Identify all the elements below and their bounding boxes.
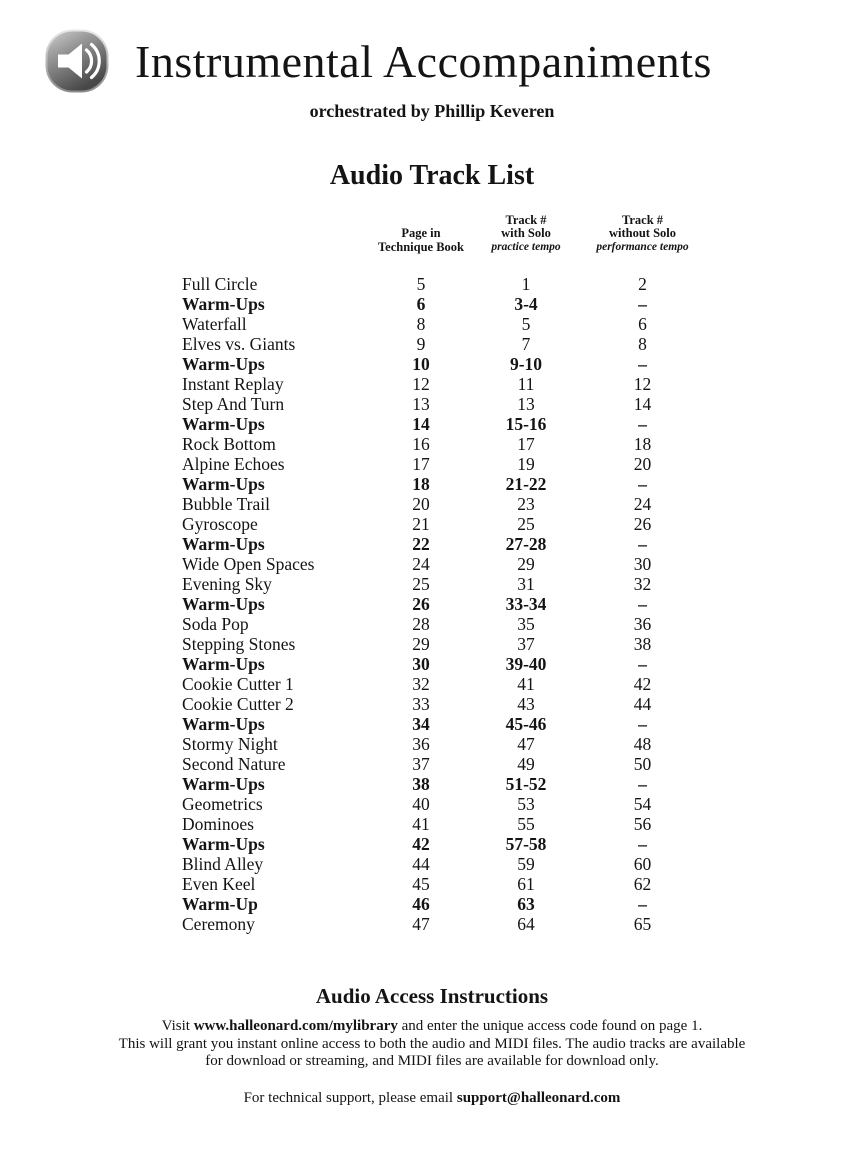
- with-solo-track: 37: [517, 634, 535, 654]
- track-title: Ceremony: [182, 914, 255, 934]
- page-number: 8: [416, 314, 426, 334]
- track-title: Soda Pop: [182, 614, 249, 634]
- page-number: 13: [412, 394, 430, 414]
- without-solo-track: 50: [633, 754, 652, 774]
- track-title: Rock Bottom: [182, 434, 276, 454]
- header: [0, 28, 864, 122]
- page-number: 25: [412, 574, 430, 594]
- support-text: For technical support, please email: [243, 1089, 457, 1106]
- track-title: Warm-Ups: [182, 534, 265, 554]
- table-row: [182, 674, 710, 694]
- audio-speaker-icon: [45, 29, 109, 93]
- without-solo-track: –: [638, 714, 647, 734]
- without-solo-track: 62: [633, 874, 652, 894]
- track-title: Instant Replay: [182, 374, 284, 394]
- with-solo-track: 53: [517, 794, 535, 814]
- track-table: [182, 210, 710, 934]
- instructions-title: Audio Access Instructions: [315, 984, 549, 1008]
- without-solo-track: 48: [633, 734, 652, 754]
- page-number: 20: [412, 494, 430, 514]
- support-line: [0, 1090, 864, 1108]
- table-row: [182, 594, 710, 614]
- without-solo-track: –: [638, 774, 647, 794]
- page-number: 6: [416, 294, 426, 314]
- with-solo-track: 17: [517, 434, 535, 454]
- column-header-line: with Solo: [501, 226, 551, 240]
- page-number: 45: [412, 874, 430, 894]
- without-solo-track: –: [638, 654, 647, 674]
- table-row: [182, 754, 710, 774]
- table-row: [182, 414, 710, 434]
- track-rows: [182, 274, 710, 934]
- page-number: 37: [412, 754, 430, 774]
- with-solo-track: 51-52: [505, 774, 547, 794]
- table-row: [182, 714, 710, 734]
- table-row: [182, 294, 710, 314]
- table-row: [182, 514, 710, 534]
- track-title: Second Nature: [182, 754, 286, 774]
- with-solo-track: 27-28: [505, 534, 547, 554]
- with-solo-track: 11: [517, 374, 535, 394]
- track-title: Warm-Ups: [182, 654, 265, 674]
- page-title: Instrumental Accompaniments: [135, 35, 712, 87]
- track-title: Warm-Ups: [182, 834, 265, 854]
- track-title: Wide Open Spaces: [182, 554, 315, 574]
- with-solo-track: 39-40: [505, 654, 547, 674]
- without-solo-track: –: [638, 834, 647, 854]
- column-header-line: Track #: [505, 212, 547, 227]
- track-title: Stormy Night: [182, 734, 278, 754]
- track-title: Dominoes: [182, 814, 254, 834]
- table-row: [182, 914, 710, 934]
- with-solo-track: 3-4: [514, 294, 538, 314]
- page-number: 21: [412, 514, 430, 534]
- track-title: Warm-Ups: [182, 714, 265, 734]
- without-solo-track: 24: [633, 494, 652, 514]
- support-email: support@halleonard.com: [456, 1089, 621, 1106]
- column-header-with-solo: [477, 214, 575, 255]
- table-row: [182, 454, 710, 474]
- without-solo-track: 54: [633, 794, 652, 814]
- with-solo-track: 43: [517, 694, 535, 714]
- page-number: 47: [412, 914, 430, 934]
- instructions-text: Visit: [161, 1018, 194, 1034]
- with-solo-track: 9-10: [509, 354, 543, 374]
- track-title: Waterfall: [182, 314, 247, 334]
- orchestrator-credit: orchestrated by Phillip Keveren: [309, 101, 555, 121]
- table-row: [182, 874, 710, 894]
- with-solo-track: 15-16: [505, 414, 547, 434]
- without-solo-track: 60: [633, 854, 652, 874]
- with-solo-track: 55: [517, 814, 535, 834]
- table-row: [182, 814, 710, 834]
- table-row: [182, 494, 710, 514]
- page-number: 44: [412, 854, 430, 874]
- table-row: [182, 574, 710, 594]
- table-row: [182, 614, 710, 634]
- track-title: Warm-Ups: [182, 594, 265, 614]
- page-number: 28: [412, 614, 430, 634]
- column-header-line: without Solo: [608, 226, 677, 240]
- without-solo-track: 20: [633, 454, 652, 474]
- without-solo-track: 8: [638, 334, 647, 354]
- page-number: 12: [412, 374, 430, 394]
- with-solo-track: 45-46: [505, 714, 547, 734]
- track-list-title: Audio Track List: [329, 160, 535, 191]
- column-header-line: Technique Book: [377, 239, 465, 254]
- without-solo-track: 38: [633, 634, 652, 654]
- with-solo-track: 61: [517, 874, 535, 894]
- without-solo-track: 14: [633, 394, 652, 414]
- library-url: www.halleonard.com/mylibrary: [193, 1018, 398, 1034]
- without-solo-track: 56: [633, 814, 652, 834]
- instructions-line-3: for download or streaming, and MIDI files are available for download only.: [205, 1053, 659, 1069]
- with-solo-track: 49: [517, 754, 535, 774]
- track-title: Cookie Cutter 1: [182, 674, 294, 694]
- page-number: 40: [412, 794, 430, 814]
- page-number: 36: [412, 734, 430, 754]
- track-title: Bubble Trail: [182, 494, 271, 514]
- track-title: Blind Alley: [182, 854, 264, 874]
- with-solo-track: 35: [517, 614, 535, 634]
- without-solo-track: 2: [638, 274, 647, 294]
- page-number: 33: [412, 694, 430, 714]
- with-solo-track: 63: [517, 894, 535, 914]
- table-row: [182, 274, 710, 294]
- without-solo-track: –: [638, 474, 647, 494]
- table-row: [182, 794, 710, 814]
- without-solo-track: 65: [633, 914, 652, 934]
- page-number: 38: [412, 774, 430, 794]
- track-title: Geometrics: [182, 794, 263, 814]
- with-solo-track: 23: [517, 494, 535, 514]
- table-row: [182, 354, 710, 374]
- page-number: 5: [416, 274, 426, 294]
- track-title: Even Keel: [182, 874, 256, 894]
- track-title: Warm-Ups: [182, 294, 265, 314]
- table-row: [182, 854, 710, 874]
- without-solo-track: –: [638, 534, 647, 554]
- without-solo-track: 42: [633, 674, 652, 694]
- with-solo-track: 33-34: [505, 594, 547, 614]
- without-solo-track: 32: [633, 574, 652, 594]
- with-solo-track: 25: [517, 514, 535, 534]
- page-number: 9: [416, 334, 426, 354]
- without-solo-track: –: [638, 354, 647, 374]
- instructions-line-1: [0, 1018, 864, 1036]
- with-solo-track: 41: [517, 674, 535, 694]
- with-solo-track: 1: [521, 274, 531, 294]
- track-title: Cookie Cutter 2: [182, 694, 294, 714]
- track-title: Warm-Ups: [182, 474, 265, 494]
- table-row: [182, 694, 710, 714]
- column-header-page: [365, 227, 477, 254]
- with-solo-track: 5: [521, 314, 531, 334]
- table-row: [182, 534, 710, 554]
- with-solo-track: 64: [517, 914, 535, 934]
- page-number: 34: [412, 714, 430, 734]
- page-number: 32: [412, 674, 430, 694]
- table-row: [182, 634, 710, 654]
- with-solo-track: 29: [517, 554, 535, 574]
- table-row: [182, 834, 710, 854]
- track-title: Warm-Up: [182, 894, 258, 914]
- column-header-tempo: practice tempo: [491, 240, 561, 253]
- track-title: Warm-Ups: [182, 354, 265, 374]
- track-title: Stepping Stones: [182, 634, 296, 654]
- page-number: 24: [412, 554, 430, 574]
- with-solo-track: 59: [517, 854, 535, 874]
- column-header-line: Page in: [401, 226, 441, 240]
- header-row: [0, 28, 864, 94]
- without-solo-track: 44: [633, 694, 652, 714]
- table-row: [182, 334, 710, 354]
- without-solo-track: –: [638, 894, 647, 914]
- table-header: [182, 210, 710, 254]
- instructions-line-2: This will grant you instant online access to both the audio and MIDI files. The audio tracks are available: [118, 1035, 746, 1052]
- with-solo-track: 21-22: [505, 474, 547, 494]
- column-header-tempo: performance tempo: [596, 240, 689, 253]
- with-solo-track: 13: [517, 394, 535, 414]
- without-solo-track: –: [638, 414, 647, 434]
- table-row: [182, 374, 710, 394]
- with-solo-track: 31: [517, 574, 535, 594]
- table-row: [182, 394, 710, 414]
- page-number: 14: [412, 414, 430, 434]
- track-title: Elves vs. Giants: [182, 334, 296, 354]
- track-title: Alpine Echoes: [182, 454, 285, 474]
- footer: [0, 984, 864, 1107]
- with-solo-track: 19: [517, 454, 535, 474]
- without-solo-track: –: [638, 294, 647, 314]
- page-number: 22: [412, 534, 430, 554]
- page-number: 10: [412, 354, 430, 374]
- page-number: 29: [412, 634, 430, 654]
- table-row: [182, 894, 710, 914]
- track-title: Step And Turn: [182, 394, 285, 414]
- page-number: 30: [412, 654, 430, 674]
- without-solo-track: 12: [633, 374, 652, 394]
- without-solo-track: –: [638, 594, 647, 614]
- without-solo-track: 30: [633, 554, 652, 574]
- column-header-line: Track #: [621, 212, 664, 227]
- instructions-text: and enter the unique access code found on page 1.: [397, 1018, 703, 1034]
- track-title: Evening Sky: [182, 574, 272, 594]
- without-solo-track: 18: [633, 434, 652, 454]
- page-number: 41: [412, 814, 430, 834]
- page-number: 17: [412, 454, 430, 474]
- column-header-without-solo: [575, 214, 710, 255]
- with-solo-track: 47: [517, 734, 535, 754]
- table-row: [182, 434, 710, 454]
- table-row: [182, 774, 710, 794]
- with-solo-track: 7: [521, 334, 531, 354]
- track-title: Full Circle: [182, 274, 258, 294]
- page-number: 46: [412, 894, 430, 914]
- without-solo-track: 6: [638, 314, 647, 334]
- table-row: [182, 554, 710, 574]
- page-number: 42: [412, 834, 430, 854]
- track-title: Gyroscope: [182, 514, 258, 534]
- with-solo-track: 57-58: [505, 834, 547, 854]
- track-title: Warm-Ups: [182, 774, 265, 794]
- without-solo-track: 36: [633, 614, 652, 634]
- without-solo-track: 26: [633, 514, 652, 534]
- page-number: 26: [412, 594, 430, 614]
- table-row: [182, 654, 710, 674]
- table-row: [182, 734, 710, 754]
- page-number: 18: [412, 474, 430, 494]
- table-row: [182, 314, 710, 334]
- page-number: 16: [412, 434, 430, 454]
- track-title: Warm-Ups: [182, 414, 265, 434]
- table-row: [182, 474, 710, 494]
